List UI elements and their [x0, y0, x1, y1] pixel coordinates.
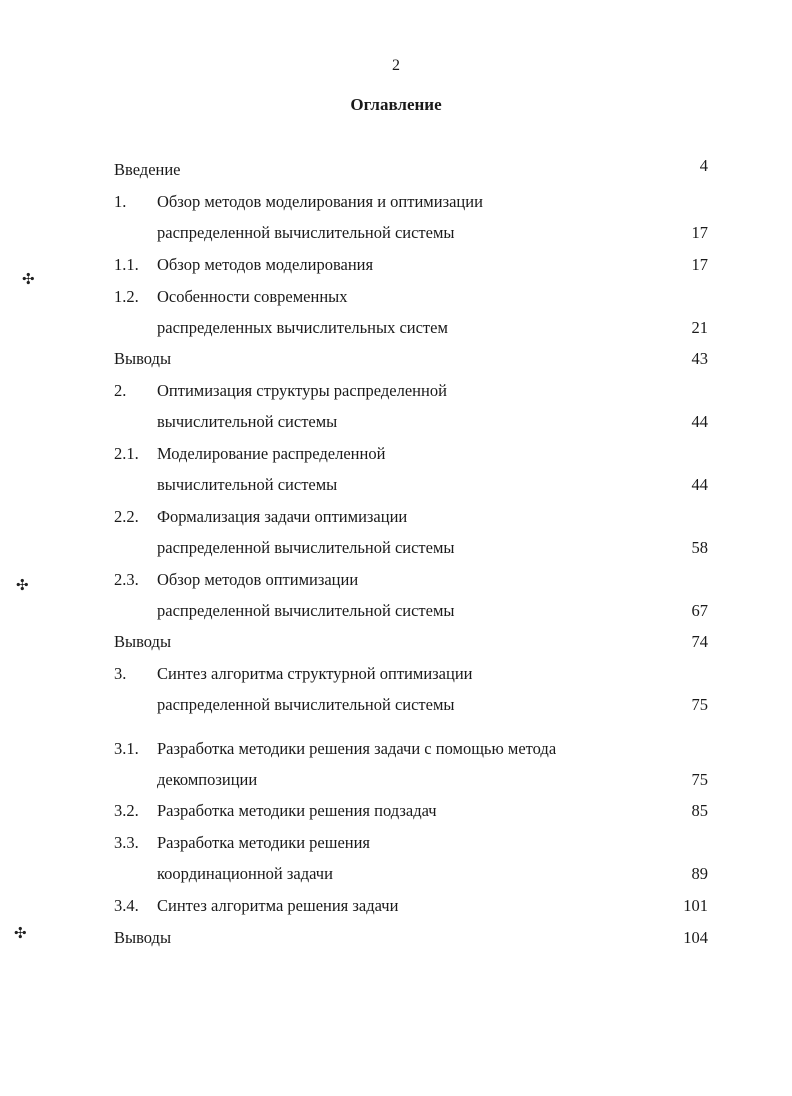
toc-entry-title[interactable]: Разработка методики решения задачи с помощью метода [157, 739, 557, 758]
toc-entry-number: 3.4. [114, 896, 139, 915]
toc-entry-title[interactable]: вычислительной системы [157, 475, 338, 494]
toc-entry-number: 3.2. [114, 801, 139, 820]
toc-entry-page: 101 [683, 896, 708, 915]
toc-entry-page: 85 [691, 801, 708, 820]
toc-entry-title[interactable]: координационной задачи [157, 864, 333, 883]
toc-entry-page: 58 [691, 538, 708, 557]
toc-entry-title[interactable]: Разработка методики решения подзадач [157, 801, 437, 820]
toc-entry-title[interactable]: Особенности современных [157, 287, 348, 306]
toc-entry-number: 2. [114, 381, 127, 400]
toc-entry-page: 43 [691, 349, 708, 368]
toc-entry-title[interactable]: Выводы [114, 632, 172, 651]
toc-entry-page: 21 [691, 318, 708, 337]
toc-title: Оглавление [350, 95, 442, 114]
toc-entry-page: 67 [691, 601, 708, 620]
toc-entry-number: 3. [114, 664, 127, 683]
toc-entry-page: 4 [699, 156, 708, 175]
toc-entry-number: 2.1. [114, 444, 139, 463]
toc-entry-number: 1.2. [114, 287, 139, 306]
toc-entry-title[interactable]: Обзор методов моделирования и оптимизации [157, 192, 483, 211]
scan-speck: ✣ [14, 926, 27, 942]
toc-entry-title[interactable]: Формализация задачи оптимизации [157, 507, 408, 526]
toc-entry-title[interactable]: декомпозиции [157, 770, 258, 789]
toc-entry-title[interactable]: распределенных вычислительных систем [157, 318, 448, 337]
toc-entry-number: 1. [114, 192, 127, 211]
toc-entry-page: 89 [691, 864, 708, 883]
toc-entry-page: 104 [683, 928, 708, 947]
toc-entry-title[interactable]: Разработка методики решения [157, 833, 371, 852]
toc-entry-number: 2.3. [114, 570, 139, 589]
toc-entry-title[interactable]: распределенной вычислительной системы [157, 695, 455, 714]
toc-entry-number: 3.1. [114, 739, 139, 758]
toc-entry-page: 17 [691, 223, 708, 242]
toc-entry-title[interactable]: распределенной вычислительной системы [157, 538, 455, 557]
toc-entry-title[interactable]: Моделирование распределенной [157, 444, 386, 463]
toc-entry-title[interactable]: вычислительной системы [157, 412, 338, 431]
toc-entry-title[interactable]: распределенной вычислительной системы [157, 223, 455, 242]
scan-speck: ✣ [22, 272, 35, 288]
toc-entry-page: 75 [691, 695, 708, 714]
toc-entry-title[interactable]: распределенной вычислительной системы [157, 601, 455, 620]
toc-entry-number: 3.3. [114, 833, 139, 852]
toc-entry-title[interactable]: Выводы [114, 349, 172, 368]
toc-entry-title[interactable]: Обзор методов моделирования [157, 255, 374, 274]
toc-entry-title[interactable]: Обзор методов оптимизации [157, 570, 359, 589]
toc-entry-title[interactable]: Введение [114, 160, 181, 179]
toc-entry-number: 1.1. [114, 255, 139, 274]
toc-entry-number: 2.2. [114, 507, 139, 526]
page-number: 2 [392, 57, 400, 74]
toc-entry-page: 17 [691, 255, 708, 274]
toc-entry-title[interactable]: Оптимизация структуры распределенной [157, 381, 447, 400]
toc-entry-page: 74 [691, 632, 708, 651]
toc-entry-title[interactable]: Синтез алгоритма структурной оптимизации [157, 664, 473, 683]
toc-entry-page: 44 [691, 475, 708, 494]
toc-entry-title[interactable]: Синтез алгоритма решения задачи [157, 896, 399, 915]
toc-entry-title[interactable]: Выводы [114, 928, 172, 947]
toc-entry-page: 44 [691, 412, 708, 431]
scan-speck: ✣ [16, 578, 29, 594]
toc-entry-page: 75 [691, 770, 708, 789]
